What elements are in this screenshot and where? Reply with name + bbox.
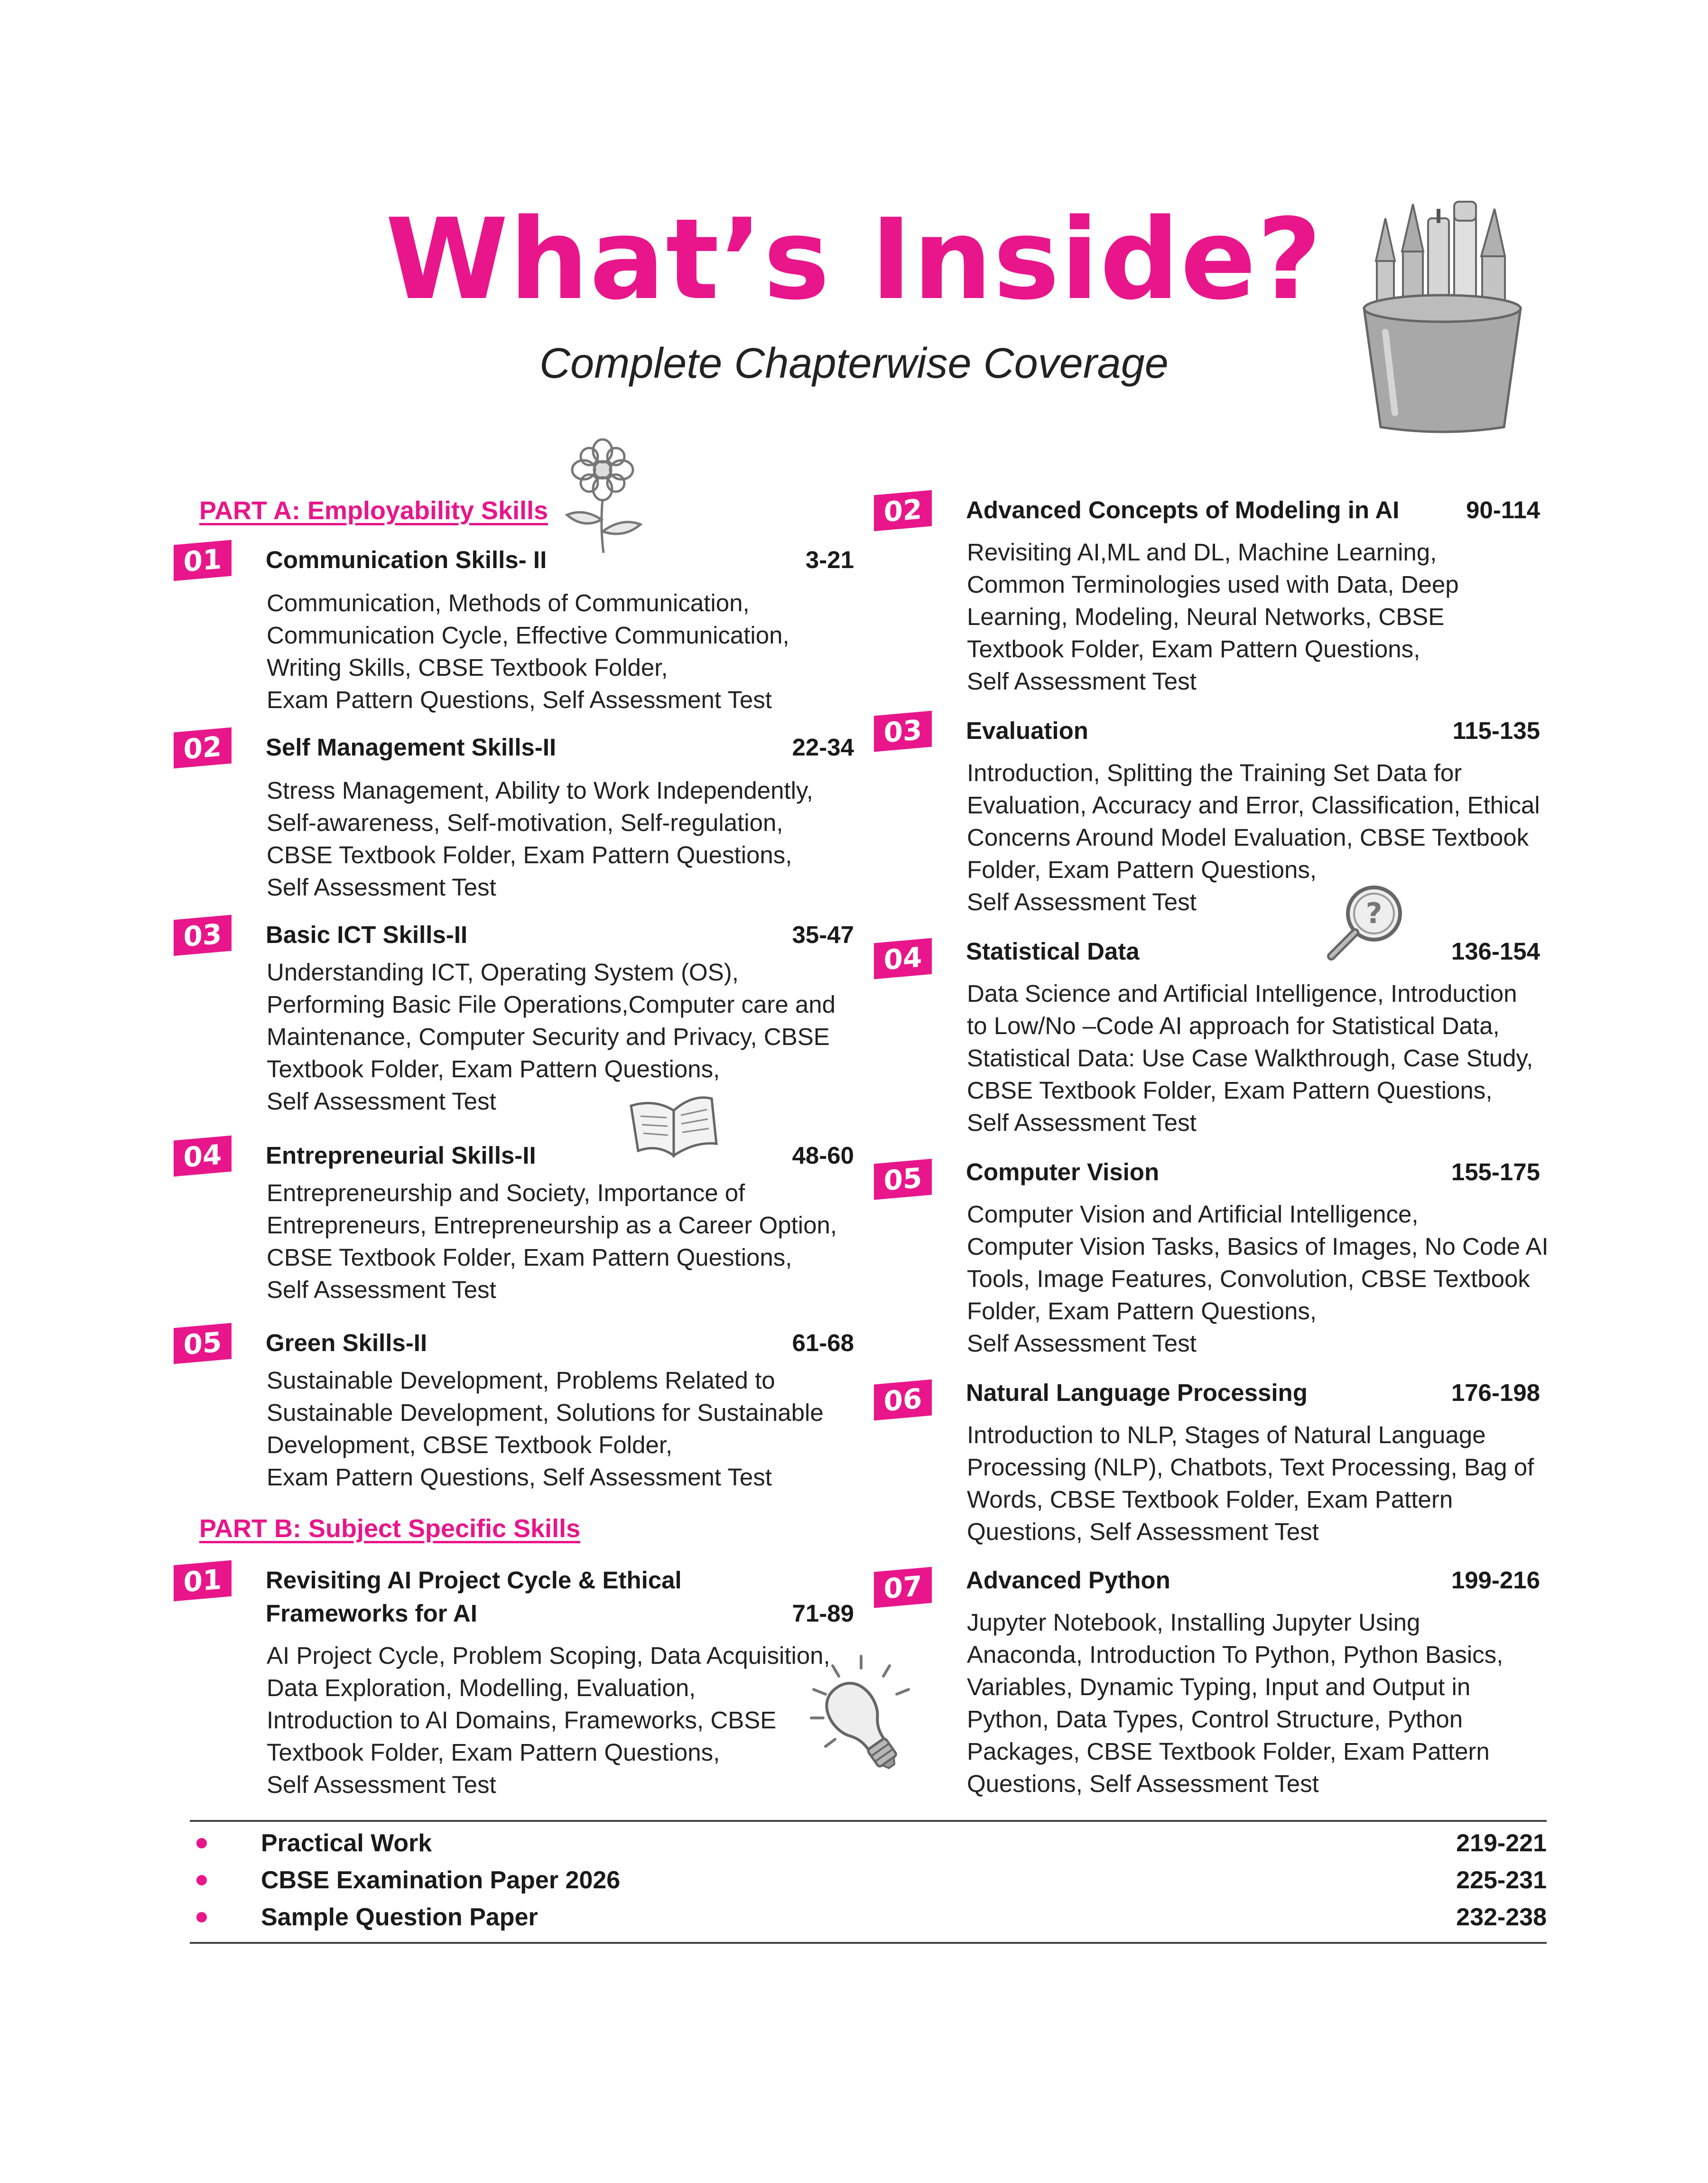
part-a-heading[interactable]: PART A: Employability Skills — [199, 496, 548, 525]
chapter-title: Natural Language Processing — [966, 1379, 1308, 1406]
chapter-pages: 22-34 — [792, 734, 854, 761]
chapter-pages: 3-21 — [805, 546, 854, 573]
extra-label: CBSE Examination Paper 2026 — [261, 1866, 621, 1894]
chapter-badge: 05 — [874, 1159, 932, 1200]
extras-list — [190, 1825, 1547, 1936]
chapter-badge: 07 — [874, 1567, 932, 1608]
extra-cbse-exam-paper[interactable] — [190, 1862, 1547, 1899]
chapter-description: Jupyter Notebook, Installing Jupyter Using Anaconda, Introduction To Python, Python Basics, Variables, Dynamic Typing, Input and Output in Python, Data Types, Control Structure, Python Packages, CBSE Textbook Folder, Exam Pattern Questions, Self Assessment Test — [967, 1609, 1504, 1797]
chapter-badge: 03 — [174, 915, 232, 956]
chapter-pages: 35-47 — [792, 921, 854, 948]
bullet-icon — [196, 1838, 207, 1848]
chapter-description: Entrepreneurship and Society, Importance of Entrepreneurs, Entrepreneurship as a Career Option, CBSE Textbook Folder, Exam Pattern Questions, Self Assessment Test — [267, 1179, 837, 1303]
chapter-title: Communication Skills- II — [266, 546, 547, 573]
chapter-title: Statistical Data — [966, 938, 1140, 965]
chapter-description: Introduction, Splitting the Training Set Data for Evaluation, Accuracy and Error, Classification, Ethical Concerns Around Model Evaluation, CBSE Textbook Folder, Exam Pattern Questions, Self Assessment Test — [967, 759, 1540, 915]
chapter-pages: 199-216 — [1451, 1567, 1540, 1594]
extra-pages: 225-231 — [1456, 1866, 1547, 1894]
chapter-badge: 02 — [174, 728, 232, 769]
bullet-icon — [196, 1912, 207, 1922]
chapter-badge: 06 — [874, 1380, 932, 1421]
extra-practical-work[interactable] — [190, 1825, 1547, 1862]
chapter-description: Understanding ICT, Operating System (OS), Performing Basic File Operations,Computer care and Maintenance, Computer Security and Privacy, CBSE Textbook Folder, Exam Pattern Questions, Self Assessment Test — [267, 959, 836, 1115]
chapter-badge: 04 — [174, 1136, 232, 1177]
part-b-heading[interactable]: PART B: Subject Specific Skills — [199, 1514, 581, 1543]
extra-label: Practical Work — [261, 1829, 432, 1857]
chapter-title: Advanced Python — [966, 1567, 1170, 1594]
flower-icon — [560, 437, 645, 555]
chapter-title: Self Management Skills-II — [266, 734, 557, 761]
chapter-badge: 01 — [174, 1560, 232, 1602]
chapter-description: Communication, Methods of Communication, Communication Cycle, Effective Communication, Writing Skills, CBSE Textbook Folder, Exam Pattern Questions, Self Assessment Test — [267, 589, 789, 713]
chapter-title: Computer Vision — [966, 1158, 1160, 1185]
bottom-divider — [190, 1942, 1547, 1944]
chapter-badge: 04 — [874, 938, 932, 980]
page-subtitle: Complete Chapterwise Coverage — [539, 340, 1169, 387]
chapter-badge: 01 — [174, 540, 232, 581]
chapter-pages: 71-89 — [792, 1600, 854, 1627]
chapter-pages: 176-198 — [1451, 1379, 1540, 1406]
chapter-description: Stress Management, Ability to Work Independently, Self-awareness, Self-motivation, Self-regulation, CBSE Textbook Folder, Exam Pattern Questions, Self Assessment Test — [267, 777, 813, 901]
chapter-pages: 48-60 — [792, 1142, 854, 1169]
chapter-title: Revisiting AI Project Cycle & Ethical Frameworks for AI — [266, 1567, 682, 1627]
extra-sample-question-paper[interactable] — [190, 1899, 1547, 1936]
chapter-pages: 115-135 — [1452, 717, 1540, 744]
chapter-pages: 136-154 — [1451, 938, 1540, 965]
chapter-badge: 03 — [874, 711, 932, 752]
extra-pages: 232-238 — [1456, 1903, 1547, 1931]
chapter-description: Computer Vision and Artificial Intelligence, Computer Vision Tasks, Basics of Images, No Code AI Tools, Image Features, Convolution, CBSE Textbook Folder, Exam Pattern Questions, Self Assessment Test — [967, 1201, 1549, 1357]
chapter-badge: 02 — [874, 490, 932, 532]
chapter-description: Revisiting AI,ML and DL, Machine Learning, Common Terminologies used with Data, Deep Learning, Modeling, Neural Networks, CBSE Textbook Folder, Exam Pattern Questions, Self Assessment Test — [967, 539, 1459, 695]
chapter-badge: 05 — [174, 1323, 232, 1364]
extra-label: Sample Question Paper — [261, 1903, 538, 1931]
chapter-title: Advanced Concepts of Modeling in AI — [966, 496, 1400, 523]
chapter-title: Green Skills-II — [266, 1329, 427, 1356]
lightbulb-icon — [807, 1651, 916, 1789]
chapter-pages: 90-114 — [1466, 496, 1540, 523]
svg-text:?: ? — [1365, 897, 1383, 930]
chapter-description: Introduction to NLP, Stages of Natural Language Processing (NLP), Chatbots, Text Processing, Bag of Words, CBSE Textbook Folder, Exam Pattern Questions, Self Assessment Test — [967, 1421, 1534, 1545]
chapter-title: Entrepreneurial Skills-II — [266, 1142, 536, 1169]
chapter-title: Evaluation — [966, 717, 1088, 744]
bullet-icon — [196, 1875, 207, 1885]
chapter-description: AI Project Cycle, Problem Scoping, Data Acquisition, Data Exploration, Modelling, Evaluation, Introduction to AI Domains, Frameworks, CBSE Textbook Folder, Exam Pattern Questions, Self Assessment Test — [267, 1642, 830, 1798]
pencil-cup-icon — [1357, 190, 1528, 437]
chapter-pages: 61-68 — [792, 1329, 854, 1356]
chapter-pages: 155-175 — [1451, 1158, 1540, 1185]
chapter-description: Sustainable Development, Problems Related to Sustainable Development, Solutions for Sustainable Development, CBSE Textbook Folder, Exam Pattern Questions, Self Assessment Test — [267, 1367, 824, 1491]
page-title: What’s Inside? — [385, 195, 1323, 325]
chapter-description: Data Science and Artificial Intelligence, Introduction to Low/No –Code AI approach for Statistical Data, Statistical Data: Use Case Walkthrough, Case Study, CBSE Textbook Folder, Exam Pattern Questions, Self Assessment Test — [967, 980, 1533, 1136]
extra-pages: 219-221 — [1456, 1829, 1547, 1857]
chapter-title: Basic ICT Skills-II — [266, 921, 468, 948]
top-divider — [190, 1820, 1547, 1822]
